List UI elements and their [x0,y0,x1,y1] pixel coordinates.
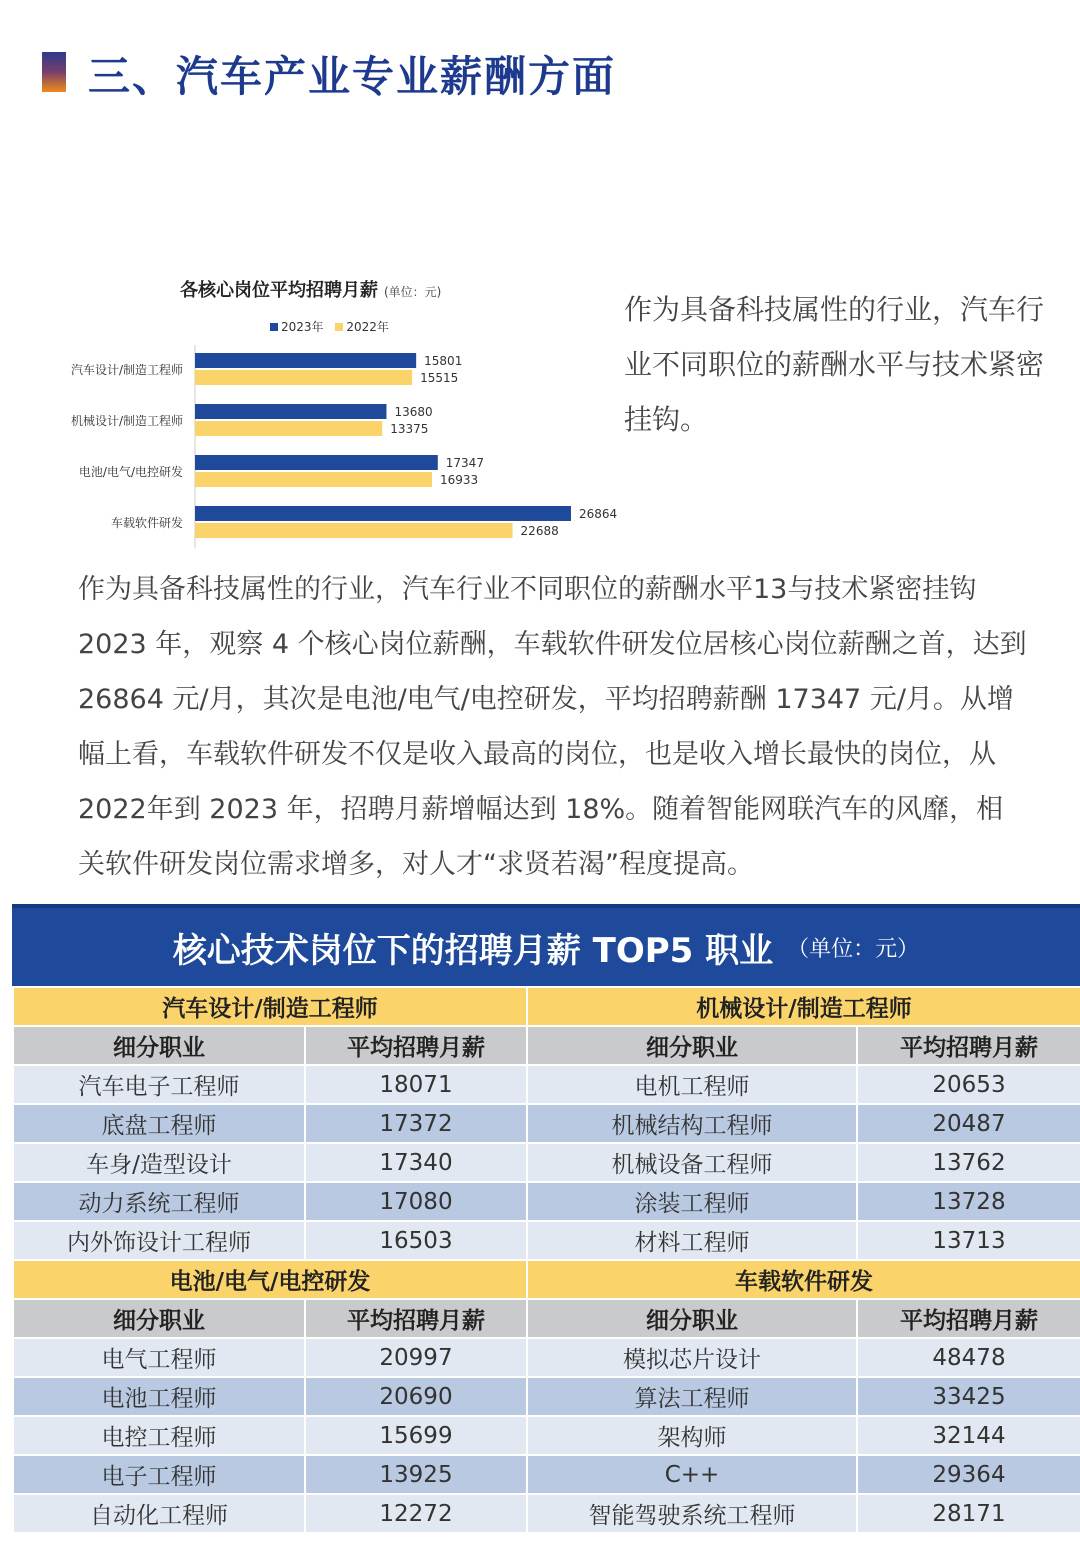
salary-cell: 48478 [857,1338,1080,1377]
category-label: 电池/电气/电控研发 [78,465,183,479]
group-title-right: 机械设计/制造工程师 [527,987,1080,1026]
bar-2022 [195,472,432,487]
col-header-job: 细分职业 [527,1299,857,1338]
salary-cell: 17340 [305,1143,527,1182]
job-cell: 电池工程师 [13,1377,305,1416]
job-cell: 机械结构工程师 [527,1104,857,1143]
job-cell: 电机工程师 [527,1065,857,1104]
salary-cell: 20997 [305,1338,527,1377]
salary-cell: 12272 [305,1494,527,1533]
bar-value-label: 15515 [420,371,459,385]
salary-cell: 28171 [857,1494,1080,1533]
column-header-row [13,1026,1080,1065]
bar-2022 [195,421,382,436]
job-cell: 汽车电子工程师 [13,1065,305,1104]
salary-bar-chart [40,270,620,560]
table-row [13,1065,1080,1104]
category-label: 机械设计/制造工程师 [70,414,183,428]
page-title: 三、汽车产业专业薪酬方面 [88,52,617,101]
table-row [13,1377,1080,1416]
job-cell: 材料工程师 [527,1221,857,1260]
col-header-job: 细分职业 [13,1299,305,1338]
bar-value-label: 22688 [520,524,559,538]
salary-cell: 16503 [305,1221,527,1260]
table-row [13,1494,1080,1533]
chart-unit: (单位：元) [384,285,442,299]
salary-cell: 17372 [305,1104,527,1143]
job-cell: 车身/造型设计 [13,1143,305,1182]
group-row [13,1260,1080,1299]
salary-cell: 13728 [857,1182,1080,1221]
category-label: 车载软件研发 [110,516,183,530]
chart-title-text: 各核心岗位平均招聘月薪 [180,280,378,301]
col-header-salary: 平均招聘月薪 [305,1299,527,1338]
bar-value-label: 15801 [424,354,463,368]
bar-2022 [195,370,412,385]
job-cell: 内外饰设计工程师 [13,1221,305,1260]
category-label: 汽车设计/制造工程师 [70,363,183,377]
column-header-row [13,1299,1080,1338]
col-header-job: 细分职业 [527,1026,857,1065]
job-cell: 模拟芯片设计 [527,1338,857,1377]
group-row [13,987,1080,1026]
job-cell: 智能驾驶系统工程师 [527,1494,857,1533]
table-row [13,1221,1080,1260]
group-title-left: 汽车设计/制造工程师 [13,987,527,1026]
table-title: 核心技术岗位下的招聘月薪 TOP5 职业 [172,930,774,971]
chart-plot [40,270,620,560]
top5-table [12,904,1080,1534]
bar-value-label: 26864 [579,507,618,521]
salary-cell: 32144 [857,1416,1080,1455]
col-header-salary: 平均招聘月薪 [857,1299,1080,1338]
job-cell: 电控工程师 [13,1416,305,1455]
salary-cell: 18071 [305,1065,527,1104]
salary-cell: 33425 [857,1377,1080,1416]
table-row [13,1416,1080,1455]
job-cell: 电子工程师 [13,1455,305,1494]
job-cell: 涂装工程师 [527,1182,857,1221]
bar-2023 [195,455,438,470]
salary-cell: 13762 [857,1143,1080,1182]
bar-value-label: 16933 [440,473,479,487]
bar-value-label: 13680 [394,405,433,419]
legend-2022: 2022年 [346,320,389,334]
salary-cell: 17080 [305,1182,527,1221]
bar-2023 [195,353,416,368]
legend-2023: 2023年 [281,320,324,334]
table-row [13,1338,1080,1377]
bar-2023 [195,404,386,419]
salary-cell: 13713 [857,1221,1080,1260]
salary-cell: 29364 [857,1455,1080,1494]
table-row [13,1182,1080,1221]
job-cell: 机械设备工程师 [527,1143,857,1182]
salary-cell: 15699 [305,1416,527,1455]
body-paragraph: 作为具备科技属性的行业，汽车行业不同职位的薪酬水平13与技术紧密挂钩2023 年，观察 4 个核心岗位薪酬，车载软件研发位居核心岗位薪酬之首，达到 26864 元/月，其次是电池/电气/电控研发，平均招聘薪酬 17347 元/月。从增幅上看，车载软件研发不仅是收入最高的岗位，也是收入增长最快的岗位，从 2022年到 2023 年，招聘月薪增幅达到 18%。随着智能网联汽车的风靡，相关软件研发岗位需求增多，对人才“求贤若渴”程度提高。 [78,574,1027,880]
header-accent-bar [42,52,66,92]
job-cell: 电气工程师 [13,1338,305,1377]
bar-2022 [195,523,513,538]
salary-cell: 20690 [305,1377,527,1416]
col-header-salary: 平均招聘月薪 [857,1026,1080,1065]
table-row [13,1455,1080,1494]
table-row [13,1143,1080,1182]
job-cell: 算法工程师 [527,1377,857,1416]
salary-cell: 20653 [857,1065,1080,1104]
table-row [13,1104,1080,1143]
job-cell: C++ [527,1455,857,1494]
col-header-job: 细分职业 [13,1026,305,1065]
bar-2023 [195,506,571,521]
job-cell: 底盘工程师 [13,1104,305,1143]
side-text: 作为具备科技属性的行业，汽车行业不同职位的薪酬水平与技术紧密挂钩。 [624,293,1045,436]
group-title-left: 电池/电气/电控研发 [13,1260,527,1299]
bar-value-label: 13375 [390,422,429,436]
table-header [12,904,1080,986]
salary-cell: 13925 [305,1455,527,1494]
group-title-right: 车载软件研发 [527,1260,1080,1299]
col-header-salary: 平均招聘月薪 [305,1026,527,1065]
salary-cell: 20487 [857,1104,1080,1143]
table-unit: （单位：元） [787,936,920,962]
job-cell: 架构师 [527,1416,857,1455]
bar-value-label: 17347 [445,456,484,470]
job-cell: 动力系统工程师 [13,1182,305,1221]
job-cell: 自动化工程师 [13,1494,305,1533]
